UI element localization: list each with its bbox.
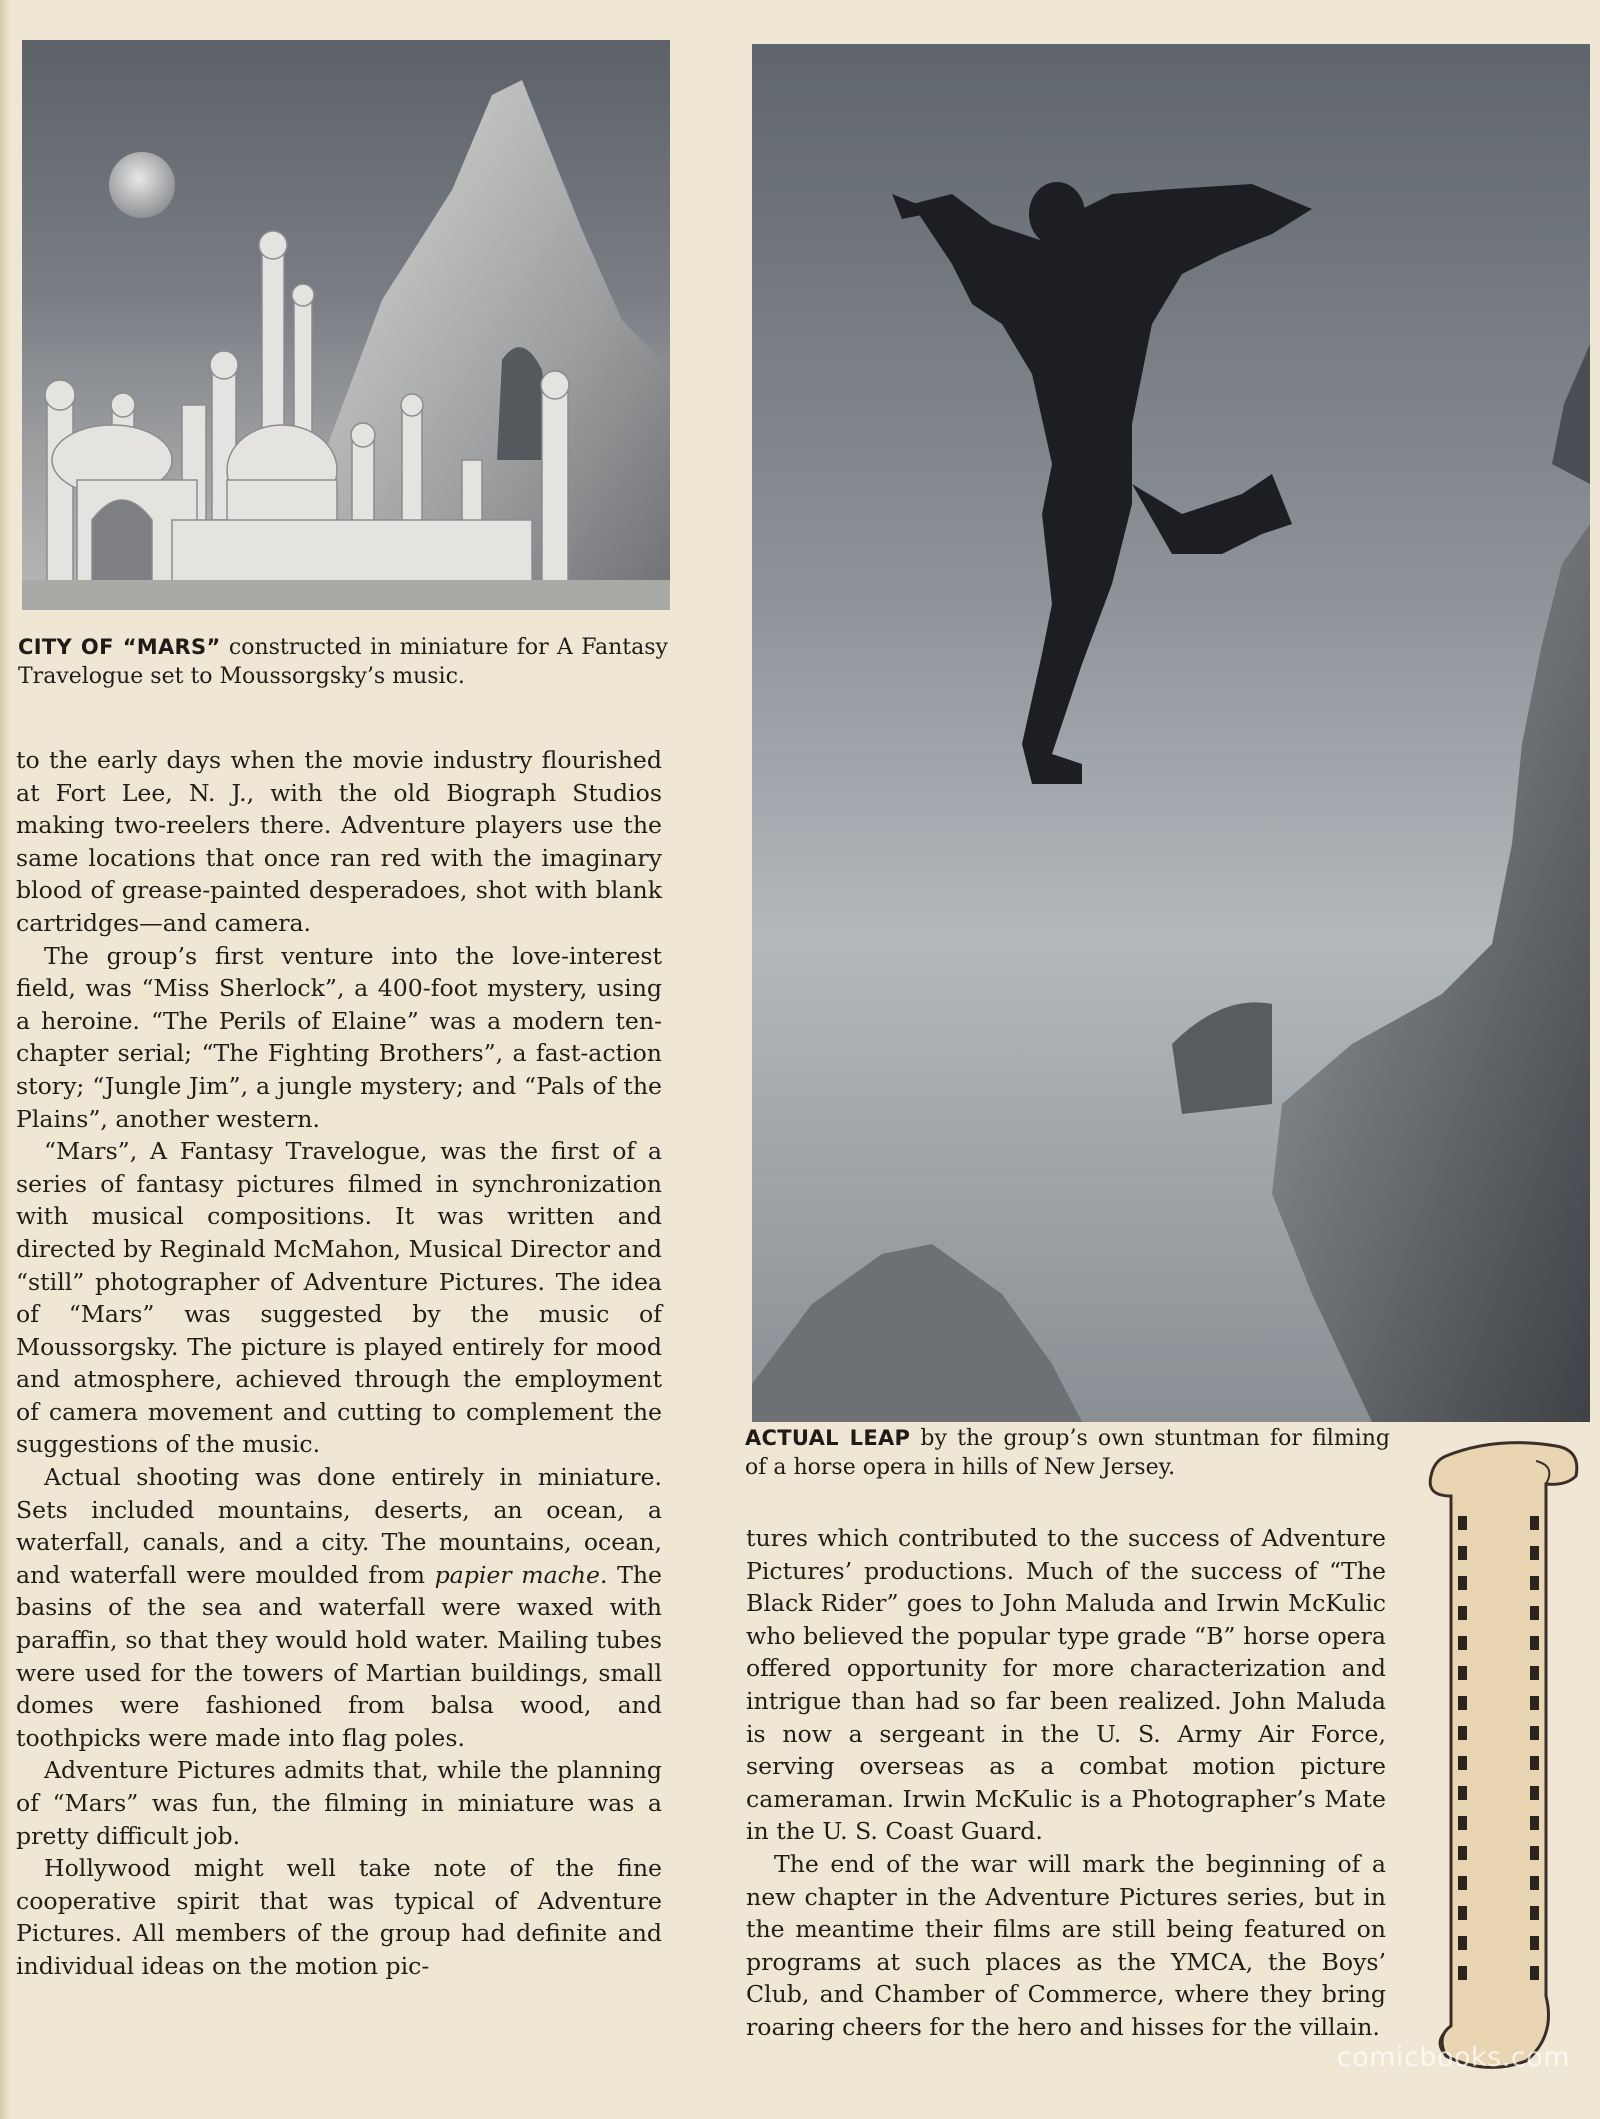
paragraph: The group’s first venture into the love-interest field, was “Miss Sherlock”, a 400-foot mystery, using a heroine. “The Perils of Elaine” was a modern ten-chapter serial; “The Fighting Brothers”, a fast-action story; “Jungle Jim”, a jungle mystery; and “Pals of the Plains”, another western.	[16, 941, 662, 1133]
page-edge	[0, 0, 10, 2119]
article-column-right	[746, 1522, 1386, 2044]
paragraph: The end of the war will mark the beginning of a new chapter in the Adventure Pictures series, but in the meantime their films are still being featured on programs at such places as the YMCA, the Boys’ Club, and Chamber of Commerce, where they bring roaring cheers for the hero and hisses for the villain.	[746, 1849, 1386, 2041]
city-of-mars-illustration	[22, 40, 670, 610]
photo-actual-leap	[752, 44, 1590, 1422]
paragraph: Hollywood might well take note of the fine cooperative spirit that was typical of Adventure Pictures. All members of the group had definite and individual ideas on the motion pic-	[16, 1854, 662, 1980]
paragraph	[16, 1461, 662, 1754]
caption-lead: CITY OF “MARS”	[18, 635, 221, 659]
caption-actual-leap	[745, 1424, 1390, 1482]
photo-city-of-mars	[22, 40, 670, 610]
paragraph: “Mars”, A Fantasy Travelogue, was the first of a series of fantasy pictures filmed in synchronization with musical compositions. It was written and directed by Reginald McMahon, Musical Director and “still” photographer of Adventure Pictures. The idea of “Mars” was suggested by the music of Moussorgsky. The picture is played entirely for mood and atmosphere, achieved through the employment of camera movement and cutting to complement the suggestions of the music.	[16, 1137, 662, 1459]
moon	[109, 152, 175, 218]
paragraph-emphasis: papier mache.	[434, 1560, 608, 1589]
caption-city-of-mars	[18, 633, 668, 691]
film-strip-scroll-decoration	[1406, 1436, 1592, 2076]
ground	[22, 580, 670, 610]
paragraph: Adventure Pictures admits that, while the planning of “Mars” was fun, the filming in miniature was a pretty difficult job.	[16, 1756, 662, 1850]
caption-text: by the group’s own stuntman for filming of a horse opera in hills of New Jersey.	[745, 1426, 1390, 1480]
caption-text: constructed in miniature for A Fantasy Travelogue set to Moussorgsky’s music.	[18, 635, 668, 689]
watermark: comicbooks.com	[1336, 2042, 1570, 2073]
paragraph: to the early days when the movie industry flourished at Fort Lee, N. J., with the old Biograph Studios making two-reelers there. Adventure players use the same locations that once ran red with the imaginary blood of grease-painted desperadoes, shot with blank cartridges—and camera.	[16, 746, 662, 937]
paragraph: tures which contributed to the success of Adventure Pictures’ productions. Much of the success of “The Black Rider” goes to John Maluda and Irwin McKulic who believed the popular type grade “B” horse opera offered opportunity for more characterization and intrigue than had so far been realized. John Maluda is now a sergeant in the U. S. Army Air Force, serving overseas as a combat motion picture cameraman. Irwin McKulic is a Photographer’s Mate in the U. S. Coast Guard.	[746, 1524, 1386, 1846]
article-column-left	[16, 744, 662, 1983]
stuntman-leap-illustration	[752, 44, 1590, 1422]
paragraph-text: The basins of the sea and waterfall were waxed with paraffin, so that they would hold water. Mailing tubes were used for the towers of Martian buildings, small domes were fashioned from balsa wood, and toothpicks were made into flag poles.	[16, 1560, 662, 1752]
paragraph-text: Actual shooting was done entirely in miniature. Sets included mountains, deserts, an ocean, a waterfall, canals, and a city. The mountains, ocean, and waterfall were moulded from	[16, 1463, 662, 1589]
film-strip-icon	[1406, 1436, 1592, 2076]
caption-lead: ACTUAL LEAP	[745, 1426, 911, 1450]
